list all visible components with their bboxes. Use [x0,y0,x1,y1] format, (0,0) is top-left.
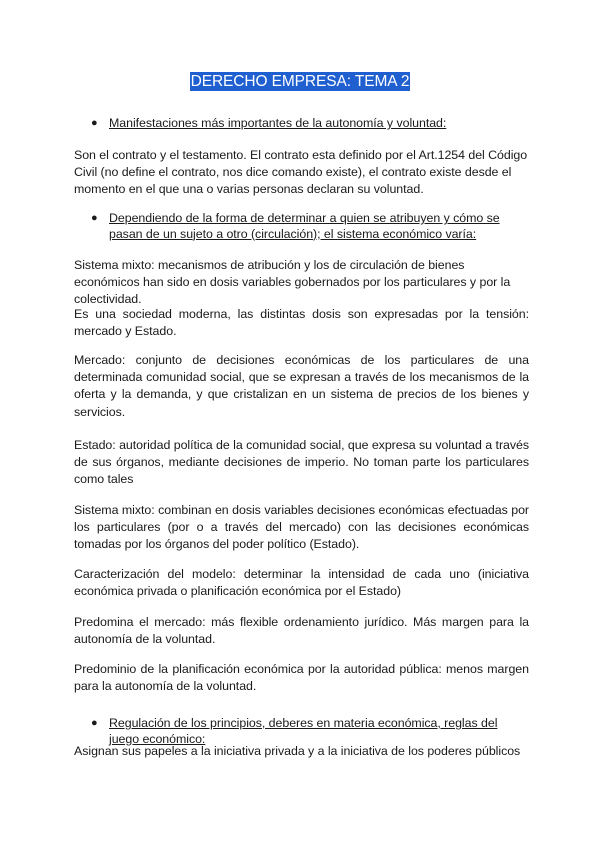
paragraph: Estado: autoridad política de la comunidad social, que expresa su voluntad a través de sus órganos, mediante decisiones de imperio. No toman parte los particulares como tales [74,438,529,487]
bullet-dot-icon: ● [91,717,98,729]
paragraph: Son el contrato y el testamento. El contrato esta definido por el Art.1254 del Código Civil (no define el contrato, nos dice comando existe), el contrato existe desde el momento en el que una o varias personas declaran su voluntad. [74,148,528,197]
bullet-dot-icon: ● [91,212,98,224]
bullet-heading: Regulación de los principios, deberes en materia económica, reglas del juego económico: [109,716,498,746]
paragraph: Sistema mixto: mecanismos de atribución y los de circulación de bienes económicos han sido en dosis variables gobernados por los particulares y por la colectividad. [74,258,511,307]
bullet-item [91,211,528,242]
bullet-heading: Dependiendo de la forma de determinar a quien se atribuyen y cómo se pasan de un sujeto a otro (circulación); el sistema económico varía: [109,211,500,241]
bullet-heading: Manifestaciones más importantes de la autonomía y voluntad: [109,116,447,130]
bullet-dot-icon: ● [91,117,98,129]
paragraph: Predominio de la planificación económica por la autoridad pública: menos margen para la autonomía de la voluntad. [74,662,529,694]
paragraph: Predomina el mercado: más flexible ordenamiento jurídico. Más margen para la autonomía de la voluntad. [74,615,529,647]
paragraph: Caracterización del modelo: determinar la intensidad de cada uno (iniciativa económica privada o planificación económica por el Estado) [74,567,529,599]
title-row [0,72,600,91]
document-title: DERECHO EMPRESA: TEMA 2 [190,73,410,90]
paragraph: Asignan sus papeles a la iniciativa privada y a la iniciativa de los poderes públicos [74,744,521,758]
paragraph: Sistema mixto: combinan en dosis variables decisiones económicas efectuadas por los particulares (por o a través del mercado) con las decisiones económicas tomadas por los órganos del poder político (Estado). [74,503,529,552]
paragraph: Mercado: conjunto de decisiones económicas de los particulares de una determinada comunidad social, que se expresan a través de los mecanismos de la oferta y la demanda, y que cristalizan en un sistema de precios de los bienes y servicios. [74,353,529,419]
paragraph: Es una sociedad moderna, las distintas dosis son expresadas por la tensión: mercado y Estado. [74,307,529,339]
bullet-item [91,116,528,132]
